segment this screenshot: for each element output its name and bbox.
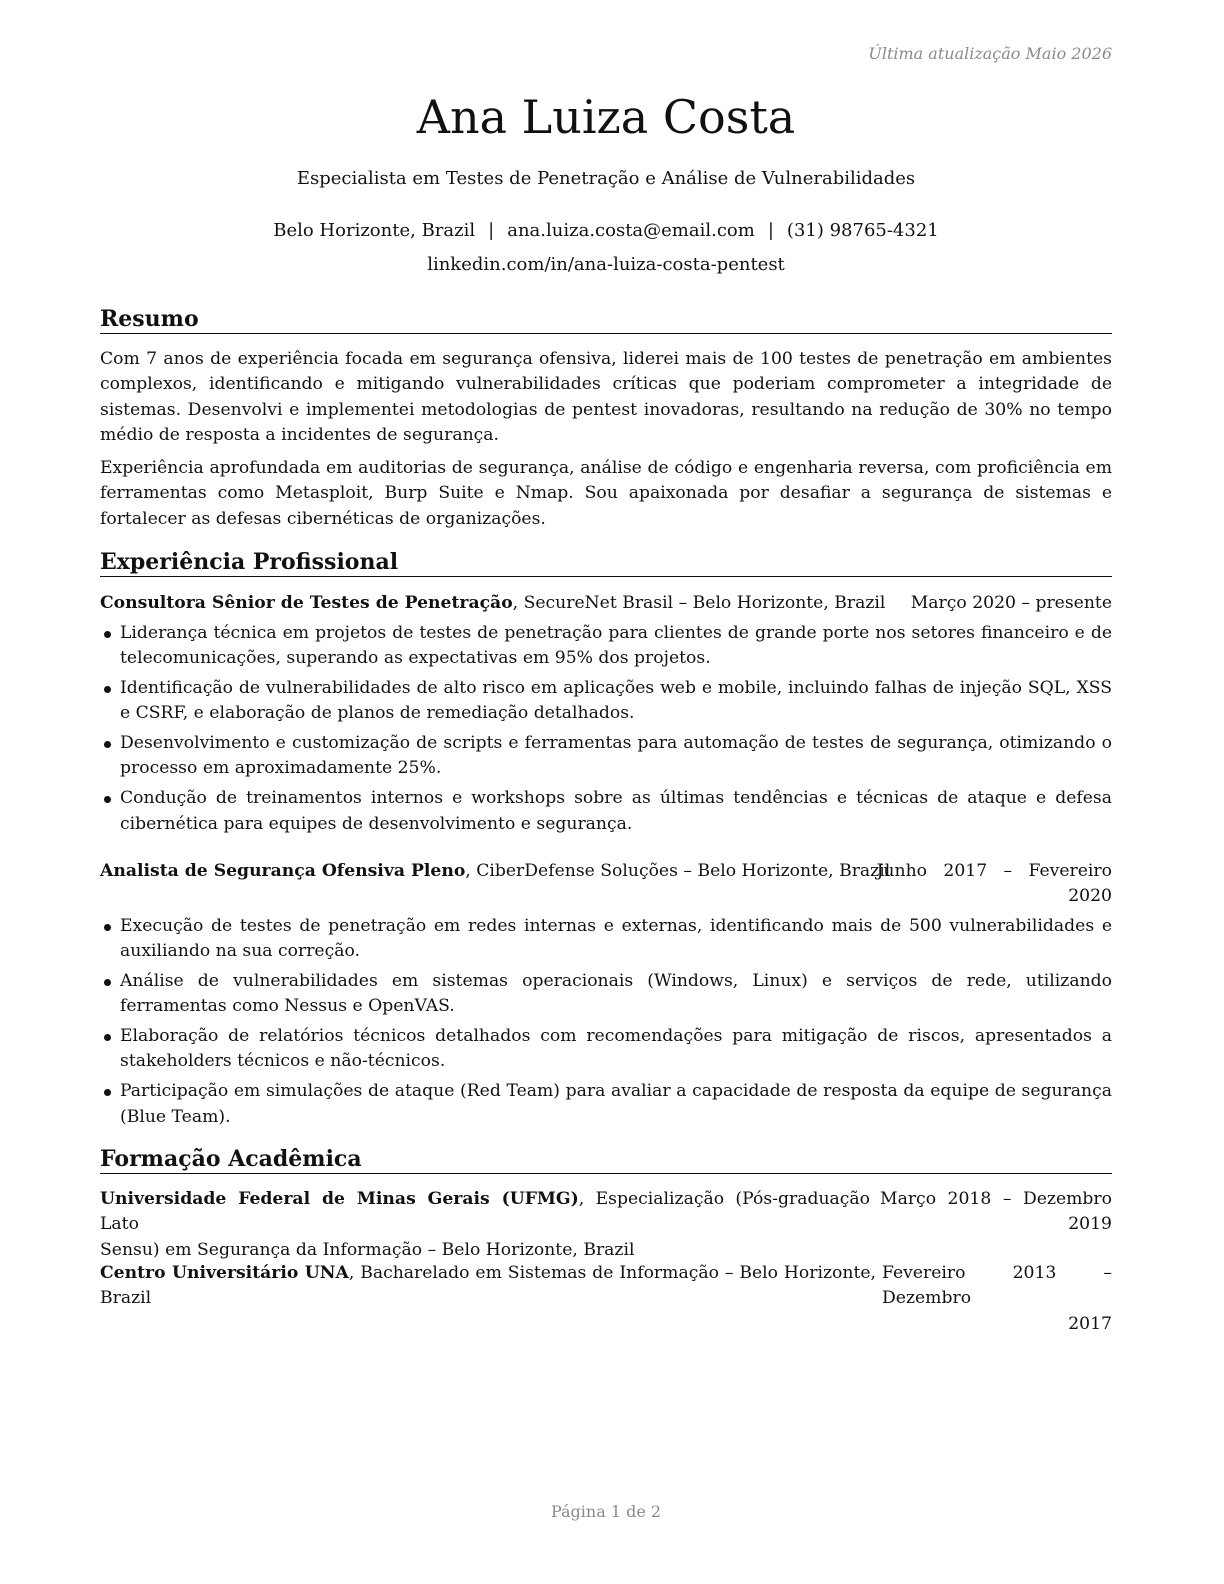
list-item — [100, 969, 1112, 1020]
bullet-text: Condução de treinamentos internos e workshops sobre as últimas tendências e técnicas de ataque e defesa cibernética para equipes de desenvolvimento e segurança. — [120, 788, 1112, 834]
page-number: Página 1 de 2 — [550, 1502, 662, 1521]
list-item — [100, 621, 1112, 672]
education-text — [100, 1187, 870, 1263]
separator: | — [767, 220, 774, 241]
section-title-experience: Experiência Profissional — [100, 548, 1112, 577]
job-header — [100, 591, 1112, 617]
list-item — [100, 1024, 1112, 1075]
education-item — [100, 1261, 1112, 1334]
education-dates-line: 2017 — [1068, 1313, 1112, 1334]
education-dates-line: Março 2018 – Dezembro — [880, 1189, 1112, 1209]
bullet-icon — [104, 1089, 111, 1096]
bullet-icon — [104, 796, 111, 803]
bullet-text: Identificação de vulnerabilidades de alto risco em aplicações web e mobile, incluindo falhas de injeção SQL, XSS e CSRF, e elaboração de planos de remediação detalhados. — [120, 678, 1112, 724]
list-item — [100, 914, 1112, 965]
bullet-text: Análise de vulnerabilidades em sistemas operacionais (Windows, Linux) e serviços de rede, utilizando ferramentas como Nessus e OpenVAS. — [120, 971, 1112, 1017]
education-dates — [882, 1261, 1112, 1337]
job-dates — [877, 859, 1112, 910]
bullet-text: Desenvolvimento e customização de scripts e ferramentas para automação de testes de segurança, otimizando o processo em aproximadamente 25%. — [120, 733, 1112, 779]
bullet-icon — [104, 741, 111, 748]
bullet-icon — [104, 924, 111, 931]
bullet-text: Liderança técnica em projetos de testes de penetração para clientes de grande porte nos setores financeiro e de telecomunicações, superando as expectativas em 95% dos projetos. — [120, 623, 1112, 669]
job-role: Consultora Sênior de Testes de Penetração — [100, 593, 513, 613]
job-title-company — [100, 591, 885, 616]
resume-page — [100, 0, 1112, 1584]
education-line: Brazil — [100, 1288, 152, 1309]
education-line: Sensu) em Segurança da Informação – Belo Horizonte, Brazil — [100, 1239, 635, 1260]
job-dates: Março 2020 – presente — [910, 593, 1112, 613]
bullet-text: Participação em simulações de ataque (Red Team) para avaliar a capacidade de resposta da equipe de segurança (Blue Team). — [120, 1081, 1112, 1127]
job-dates-line: Junho 2017 – Fevereiro — [876, 861, 1112, 881]
summary-paragraph: Experiência aprofundada em auditorias de segurança, análise de código e engenharia reversa, com proficiência em ferramentas como Metasploit, Burp Suite e Nmap. Sou apaixonada por desafiar a segurança de sistemas e fortalecer as defesas cibernéticas de organizações. — [100, 458, 1112, 529]
education-dates — [880, 1187, 1112, 1238]
job-company: , CiberDefense Soluções – Belo Horizonte, Brazil — [465, 861, 891, 881]
education-line — [100, 1187, 870, 1238]
bullet-text: Execução de testes de penetração em redes internas e externas, identificando mais de 500 vulnerabilidades e auxiliando na sua correção. — [120, 916, 1112, 962]
list-item — [100, 676, 1112, 727]
job-bullets — [100, 621, 1112, 841]
bullet-icon — [104, 631, 111, 638]
phone: (31) 98765-4321 — [786, 220, 939, 241]
location: Belo Horizonte, Brazil — [273, 220, 476, 241]
candidate-name: Ana Luiza Costa — [416, 90, 796, 144]
degree-text: , Especialização (Pós-graduação Lato — [100, 1189, 870, 1235]
education-dates-line: Fevereiro 2013 – Dezembro — [882, 1263, 1112, 1309]
list-item — [100, 786, 1112, 837]
bullet-text: Elaboração de relatórios técnicos detalhados com recomendações para mitigação de riscos, apresentados a stakeholders técnicos e não-técnicos. — [120, 1026, 1112, 1072]
job-company: , SecureNet Brasil – Belo Horizonte, Brazil — [512, 593, 886, 613]
job-header — [100, 859, 1112, 911]
section-title-summary: Resumo — [100, 305, 1112, 334]
job-title-company — [100, 859, 890, 884]
job-bullets — [100, 914, 1112, 1134]
education-text — [100, 1261, 876, 1312]
list-item — [100, 1079, 1112, 1130]
separator: | — [488, 220, 495, 241]
bullet-icon — [104, 1034, 111, 1041]
section-title-education: Formação Acadêmica — [100, 1145, 1112, 1174]
bullet-icon — [104, 979, 111, 986]
contact-line — [100, 220, 1112, 241]
job-role: Analista de Segurança Ofensiva Pleno — [100, 861, 466, 881]
education-dates-line: 2019 — [1068, 1214, 1112, 1235]
linkedin-link[interactable]: linkedin.com/in/ana-luiza-costa-pentest — [427, 254, 785, 275]
summary-paragraph: Com 7 anos de experiência focada em segurança ofensiva, liderei mais de 100 testes de penetração em ambientes complexos, identificando e mitigando vulnerabilidades críticas que poderiam comprometer a integridade de sistemas. Desenvolvi e implementei metodologias de pentest inovadoras, resultando na redução de 30% no tempo médio de resposta a incidentes de segurança. — [100, 349, 1112, 445]
list-item — [100, 731, 1112, 782]
institution: Centro Universitário UNA — [100, 1263, 349, 1283]
bullet-icon — [104, 686, 111, 693]
education-item — [100, 1187, 1112, 1260]
headline: Especialista em Testes de Penetração e Análise de Vulnerabilidades — [296, 168, 916, 189]
degree-text: , Bacharelado em Sistemas de Informação – Belo Horizonte, — [348, 1263, 876, 1283]
last-updated: Última atualização Maio 2026 — [868, 44, 1112, 63]
job-dates-line: 2020 — [1068, 886, 1112, 907]
education-line — [100, 1261, 876, 1286]
institution: Universidade Federal de Minas Gerais (UFMG) — [100, 1189, 579, 1209]
email-link[interactable]: ana.luiza.costa@email.com — [507, 220, 755, 241]
